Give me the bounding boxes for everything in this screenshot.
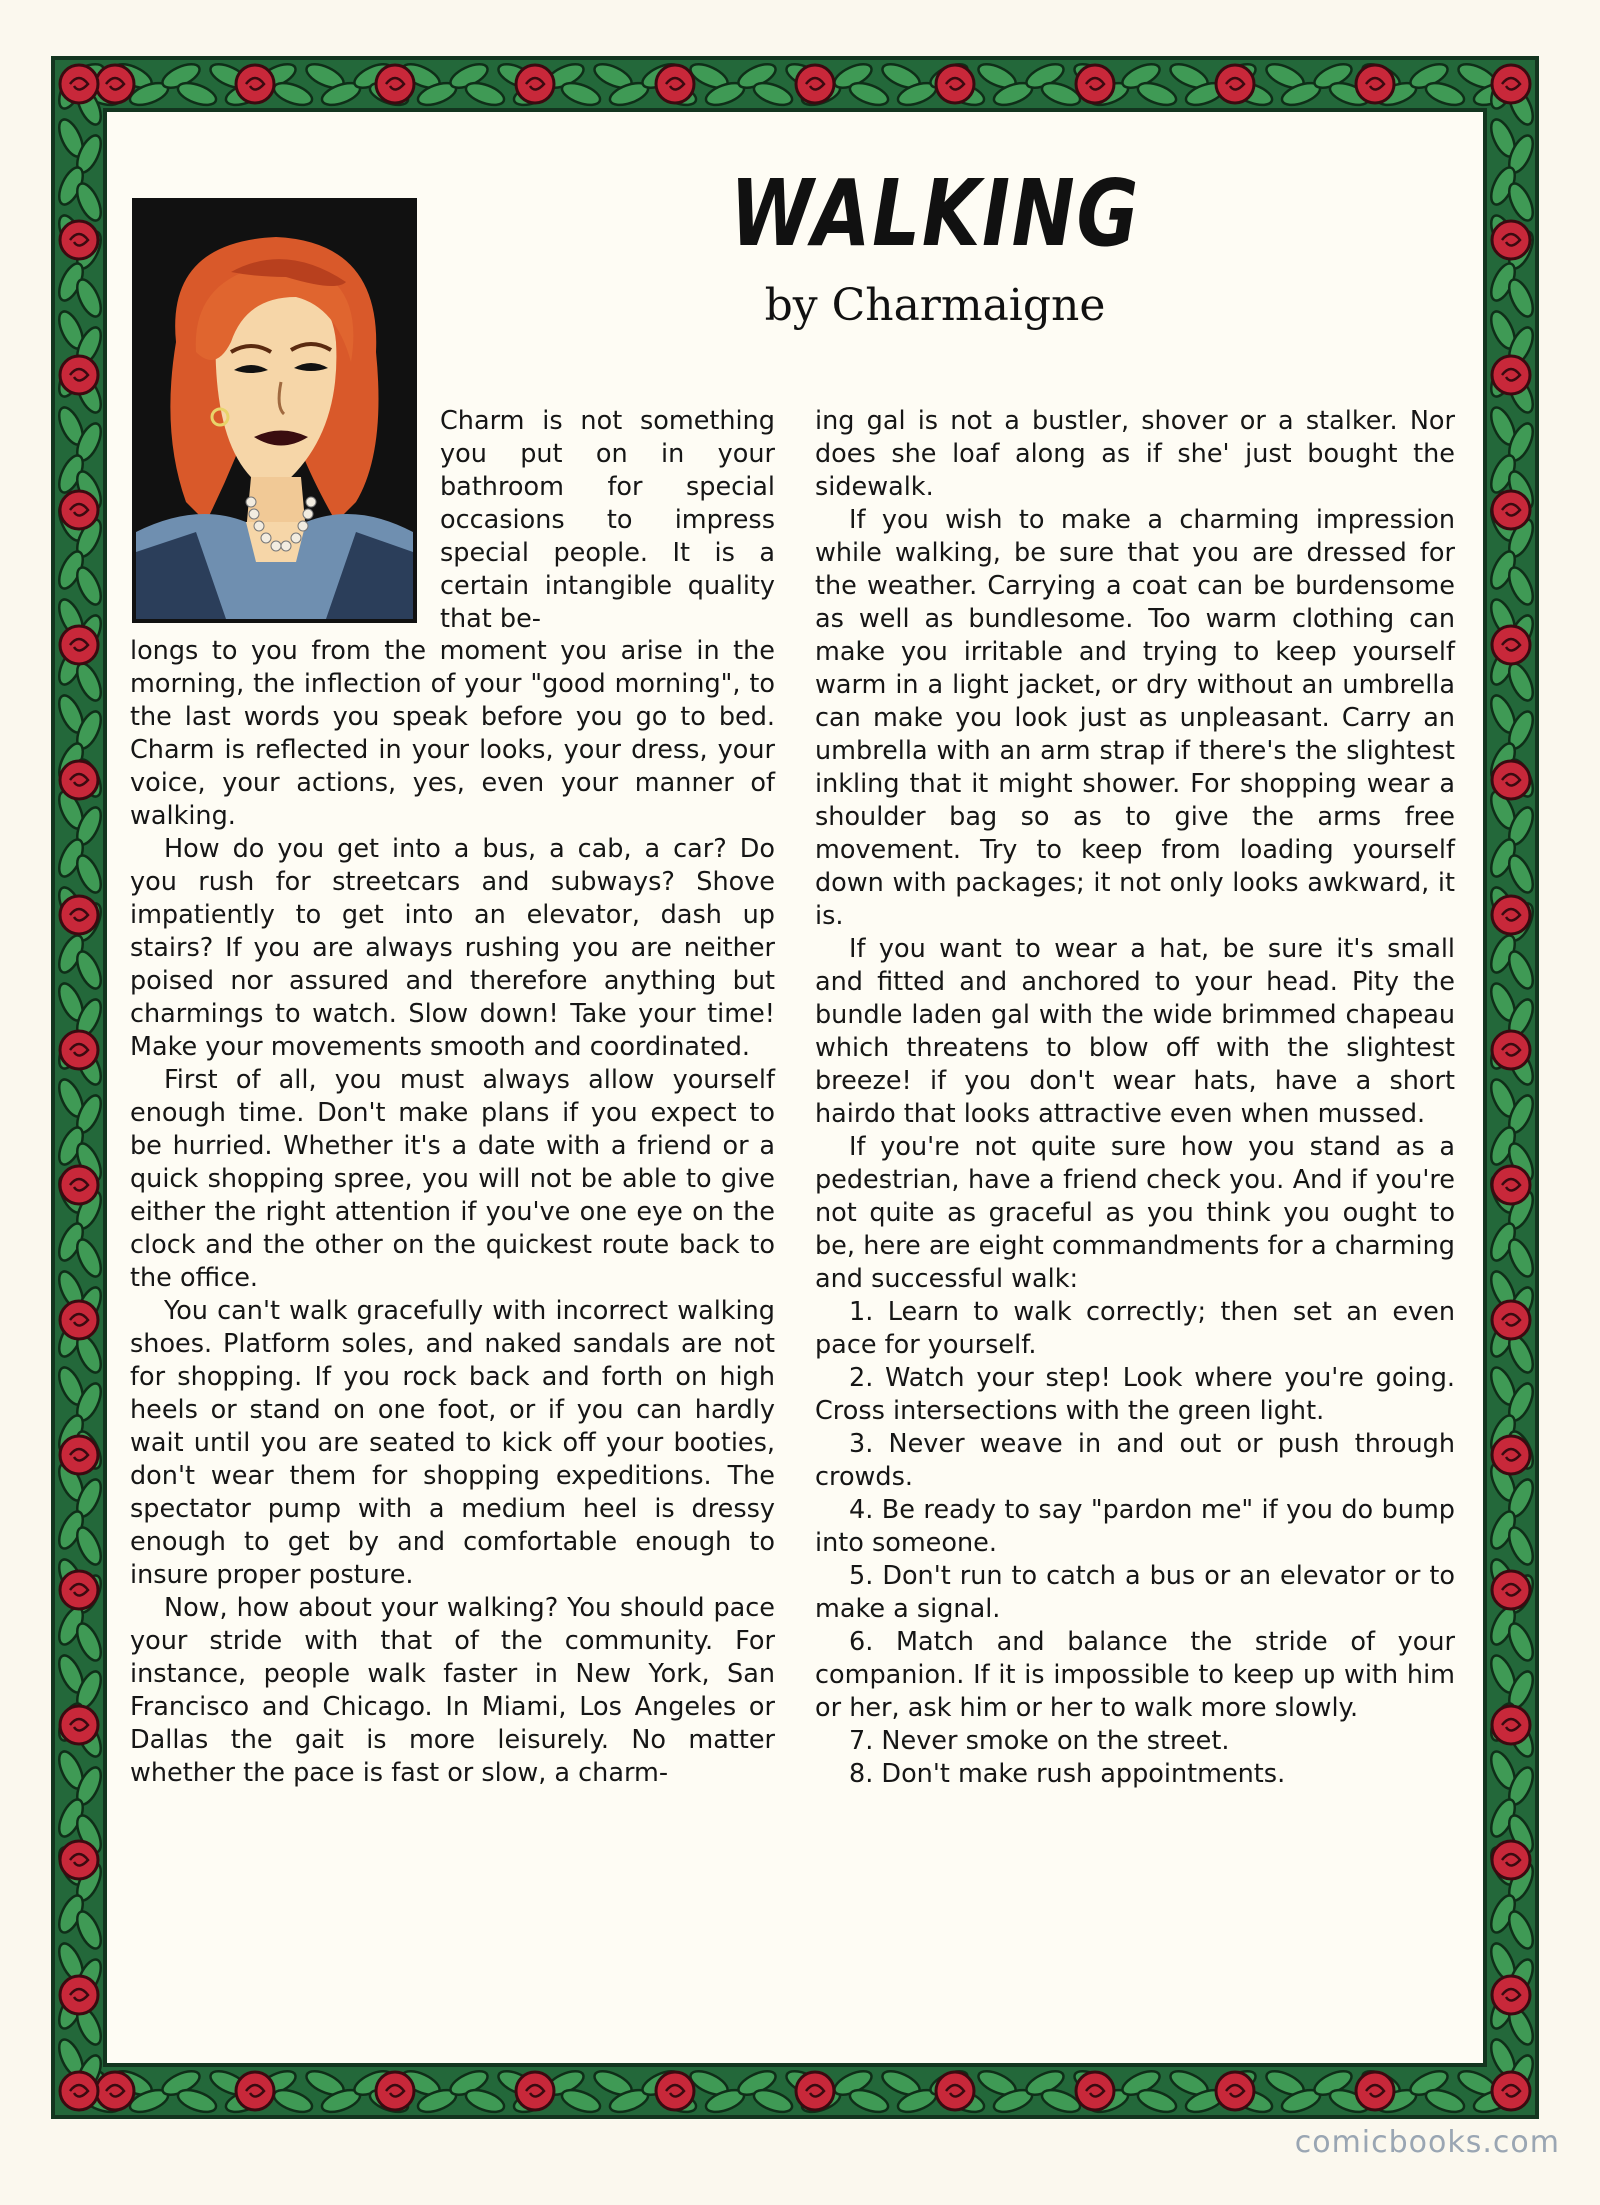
article [125, 130, 1465, 2050]
commandment-item: 8. Don't make rush appointments. [849, 1759, 1286, 1789]
paragraph: First of all, you must always allow yourself enough time. Don't make plans if you expect to be hurried. Whether it's a date with a friend or a quick shopping spree, you will not be able to give either the right attention if you've one eye on the clock and the other on the quickest route back to the office. [130, 1065, 775, 1293]
article-byline: by Charmaigne [764, 280, 1106, 331]
commandment-item: 1. Learn to walk correctly; then set an even pace for yourself. [815, 1297, 1455, 1360]
paragraph: You can't walk gracefully with incorrect walking shoes. Platform soles, and naked sandals are not for shopping. If you rock back and forth on high heels or stand on one foot, or if you can hardly wait until you are seated to kick off your booties, don't wear them for shopping expeditions. The spectator pump with a medium heel is dressy enough to get by and comfortable enough to insure proper posture. [130, 1296, 775, 1590]
intro-text [440, 405, 775, 636]
paragraph: If you're not quite sure how you stand as a pedestrian, have a friend check you. And if you're not quite as graceful as you think you ought to be, here are eight commandments for a charming and successful walk: [815, 1132, 1455, 1294]
paragraph: Now, how about your walking? You should pace your stride with that of the community. For instance, people walk faster in New York, San Francisco and Chicago. In Miami, Los Angeles or Dallas the gait is more leisurely. No matter whether the pace is fast or slow, a charm- [130, 1593, 775, 1788]
right-column [815, 405, 1455, 1791]
paragraph: How do you get into a bus, a cab, a car? Do you rush for streetcars and subways? Shove impatiently to get into an elevator, dash up stairs? If you are always rushing you are neither poised nor assured and therefore anything but charmings to watch. Slow down! Take your time! Make your movements smooth and coordinated. [130, 834, 775, 1062]
watermark: comicbooks.com [1294, 2125, 1560, 2160]
paragraph: If you want to wear a hat, be sure it's small and fitted and anchored to your head. Pity the bundle laden gal with the wide brimmed chapeau which threatens to blow off with the slightest breeze! if you don't wear hats, have a short hairdo that looks attractive even when mussed. [815, 934, 1455, 1129]
paragraph: If you wish to make a charming impression while walking, be sure that you are dressed for the weather. Carrying a coat can be burdensome as well as bundlesome. Too warm clothing can make you irritable and trying to keep yourself warm in a light jacket, or dry without an umbrella can make you look just as unpleasant. Carry an umbrella with an arm strap if there's the slightest inkling that it might shower. For shopping wear a shoulder bag so as to give the arms free movement. Try to keep from loading yourself down with packages; it not only looks awkward, it is. [815, 505, 1455, 931]
commandment-item: 2. Watch your step! Look where you're going. Cross intersections with the green light. [815, 1363, 1455, 1426]
intro-paragraph: Charm is not something you put on in your bathroom for special occasions to impress special people. It is a certain intangible quality that be- [440, 406, 775, 634]
commandment-item: 3. Never weave in and out or push through crowds. [815, 1429, 1455, 1492]
commandment-item: 4. Be ready to say "pardon me" if you do bump into someone. [815, 1495, 1455, 1558]
article-title: WALKING [729, 160, 1141, 267]
left-column [130, 635, 775, 1790]
paragraph: ing gal is not a bustler, shover or a stalker. Nor does she loaf along as if she' just bought the sidewalk. [815, 406, 1455, 502]
commandment-item: 6. Match and balance the stride of your companion. If it is impossible to keep up with him or her, ask him or her to walk more slowly. [815, 1627, 1455, 1723]
portrait-illustration [132, 198, 417, 623]
commandment-item: 7. Never smoke on the street. [849, 1726, 1230, 1756]
commandment-item: 5. Don't run to catch a bus or an elevator or to make a signal. [815, 1561, 1455, 1624]
paragraph: longs to you from the moment you arise in the morning, the inflection of your "good morning", to the last words you speak before you go to bed. Charm is reflected in your looks, your dress, your voice, your actions, yes, even your manner of walking. [130, 636, 775, 831]
